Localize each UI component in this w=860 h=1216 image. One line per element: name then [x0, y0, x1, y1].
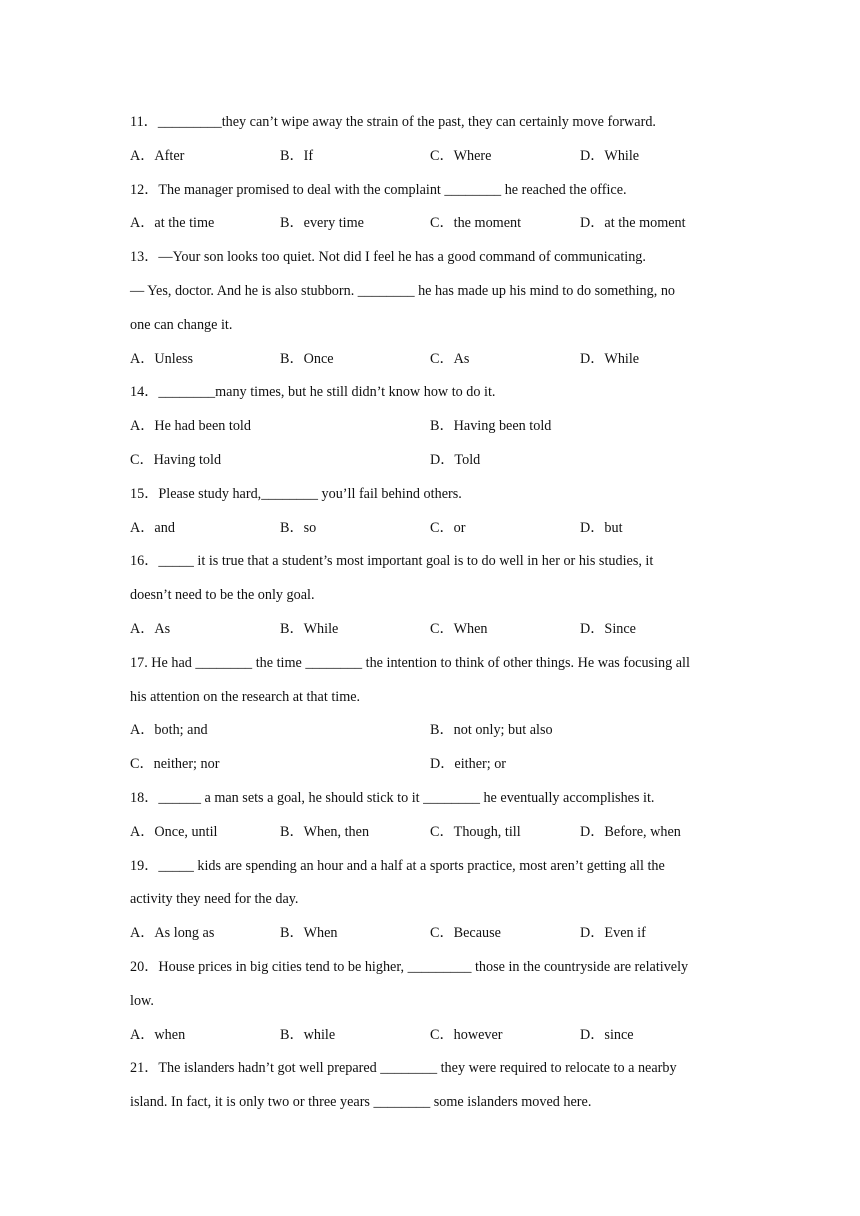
option-b: B．Once [280, 350, 334, 367]
options-row [130, 213, 740, 247]
question-stem: 19．_____ kids are spending an hour and a half at a sports practice, most aren’t getting all the [130, 857, 665, 874]
option-a: A．He had been told [130, 418, 251, 435]
option-d: D．Since [580, 620, 636, 637]
question-stem: 14．________many times, but he still didn’t know how to do it. [130, 384, 496, 401]
option-a: A．and [130, 519, 175, 536]
option-b: B．While [280, 620, 339, 637]
question-19 [130, 856, 740, 957]
option-c: C．Where [430, 147, 492, 164]
question-stem-continued: low. [130, 992, 154, 1009]
question-stem-continued: island. In fact, it is only two or three years ________ some islanders moved here. [130, 1094, 592, 1111]
question-stem-continued: his attention on the research at that time. [130, 688, 361, 705]
option-a: A．Once, until [130, 823, 218, 840]
option-d: D．either; or [430, 756, 507, 773]
question-17 [130, 653, 740, 788]
option-c: C．Because [430, 925, 501, 942]
option-c: C．Having told [130, 451, 222, 468]
option-c: C．When [430, 620, 488, 637]
options-row [130, 1025, 740, 1059]
question-stem-continued: activity they need for the day. [130, 891, 299, 908]
option-b: B．so [280, 519, 317, 536]
option-a: A．Unless [130, 350, 194, 367]
question-stem-continued: one can change it. [130, 316, 233, 333]
option-b: B．while [280, 1026, 336, 1043]
question-21 [130, 1058, 740, 1126]
question-15 [130, 484, 740, 552]
question-stem: 21．The islanders hadn’t got well prepared ________ they were required to relocate to a nearby [130, 1060, 677, 1077]
options-row [130, 619, 740, 653]
question-20 [130, 957, 740, 1058]
option-d: D．While [580, 147, 640, 164]
option-a: A．when [130, 1026, 186, 1043]
option-c: C．however [430, 1026, 503, 1043]
options-row [130, 720, 740, 754]
option-a: A．As [130, 620, 171, 637]
question-stem: 18．______ a man sets a goal, he should stick to it ________ he eventually accomplishes it. [130, 789, 655, 806]
options-row [130, 822, 740, 856]
options-row [130, 349, 740, 383]
option-d: D．since [580, 1026, 634, 1043]
question-stem: 20．House prices in big cities tend to be higher, _________ those in the countryside are relatively [130, 958, 689, 975]
option-c: C．or [430, 519, 466, 536]
question-13 [130, 247, 740, 382]
option-b: B．When [280, 925, 338, 942]
options-row [130, 754, 740, 788]
option-c: C．Though, till [430, 823, 521, 840]
option-d: D．While [580, 350, 640, 367]
question-stem: 13．—Your son looks too quiet. Not did I feel he has a good command of communicating. [130, 249, 646, 266]
question-18 [130, 788, 740, 856]
option-b: B．When, then [280, 823, 370, 840]
option-b: B．not only; but also [430, 722, 553, 739]
option-b: B．If [280, 147, 314, 164]
option-b: B．every time [280, 215, 364, 232]
options-row [130, 146, 740, 180]
options-row [130, 450, 740, 484]
question-stem-continued: doesn’t need to be the only goal. [130, 587, 315, 604]
option-c: C．neither; nor [130, 756, 220, 773]
option-a: A．both; and [130, 722, 208, 739]
option-b: B．Having been told [430, 418, 552, 435]
option-c: C．As [430, 350, 470, 367]
option-d: D．but [580, 519, 623, 536]
question-stem: 12．The manager promised to deal with the complaint ________ he reached the office. [130, 181, 627, 198]
question-11 [130, 112, 740, 180]
question-stem: 16．_____ it is true that a student’s most important goal is to do well in her or his studies, it [130, 553, 654, 570]
question-stem: 17. He had ________ the time ________ the intention to think of other things. He was focusing all [130, 654, 690, 671]
option-a: A．at the time [130, 215, 215, 232]
option-a: A．After [130, 147, 185, 164]
option-a: A．As long as [130, 925, 215, 942]
option-d: D．Even if [580, 925, 646, 942]
question-16 [130, 551, 740, 652]
option-c: C．the moment [430, 215, 522, 232]
option-d: D．at the moment [580, 215, 686, 232]
question-stem: 15．Please study hard,________ you’ll fail behind others. [130, 485, 462, 502]
option-d: D．Told [430, 451, 481, 468]
question-12 [130, 180, 740, 248]
question-list [130, 112, 740, 1126]
question-14 [130, 382, 740, 483]
question-stem-continued: — Yes, doctor. And he is also stubborn. ________ he has made up his mind to do something, no [130, 282, 676, 299]
options-row [130, 923, 740, 957]
option-d: D．Before, when [580, 823, 681, 840]
options-row [130, 416, 740, 450]
question-stem: 11．_________they can’t wipe away the strain of the past, they can certainly move forward. [130, 114, 656, 130]
options-row [130, 518, 740, 552]
